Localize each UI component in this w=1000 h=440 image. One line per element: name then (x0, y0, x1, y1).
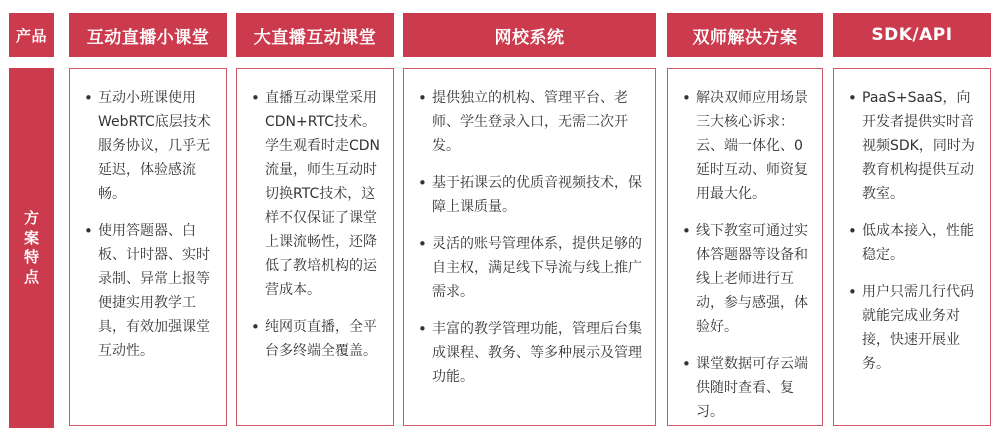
column-header-dual-teacher-solution: 双师解决方案 (667, 13, 823, 57)
feature-card-interactive-small-class (69, 68, 227, 426)
feature-item: • 直播互动课堂采用CDN+RTC技术。学生观看时走CDN流量，师生互动时切换RTC技术，这样不仅保证了课堂上课流畅性，还降低了教培机构的运营成本。 (251, 86, 385, 302)
feature-card-sdk-api (833, 68, 991, 426)
row-label-text: 方案特点 (23, 209, 39, 286)
column-header-large-live-class: 大直播互动课堂 (236, 13, 394, 57)
feature-list (834, 69, 990, 376)
header-product-label: 产品 (9, 13, 54, 57)
feature-item: • 提供独立的机构、管理平台、老师、学生登录入口，无需二次开发。 (418, 86, 647, 158)
feature-item: • 基于拓课云的优质音视频技术，保障上课质量。 (418, 171, 647, 219)
row-label-solution-features (9, 68, 54, 428)
feature-list (70, 69, 226, 363)
column-header-sdk-api: SDK/API (833, 13, 991, 57)
feature-item: • PaaS+SaaS，向开发者提供实时音视频SDK，同时为教育机构提供互动教室。 (848, 86, 982, 206)
feature-list (668, 69, 822, 424)
feature-card-dual-teacher-solution (667, 68, 823, 426)
feature-item: • 课堂数据可存云端供随时查看、复习。 (682, 352, 814, 424)
feature-list (404, 69, 655, 389)
feature-item: • 互动小班课使用WebRTC底层技术服务协议，几乎无延迟，体验感流畅。 (84, 86, 218, 206)
feature-item: • 低成本接入，性能稳定。 (848, 219, 982, 267)
column-header-interactive-small-class: 互动直播小课堂 (69, 13, 227, 57)
feature-item: • 纯网页直播，全平台多终端全覆盖。 (251, 315, 385, 363)
feature-item: • 丰富的教学管理功能，管理后台集成课程、教务、等多种展示及管理功能。 (418, 317, 647, 389)
feature-item: • 灵活的账号管理体系，提供足够的自主权，满足线下导流与线上推广需求。 (418, 232, 647, 304)
column-header-online-school-system: 网校系统 (403, 13, 656, 57)
feature-item: • 解决双师应用场景三大核心诉求：云、端一体化、0延时互动、师资复用最大化。 (682, 86, 814, 206)
feature-item: • 线下教室可通过实体答题器等设备和线上老师进行互动，参与感强，体验好。 (682, 219, 814, 339)
feature-card-online-school-system (403, 68, 656, 426)
feature-item: • 用户只需几行代码就能完成业务对接，快速开展业务。 (848, 280, 982, 376)
feature-item: • 使用答题器、白板、计时器、实时录制、异常上报等便捷实用教学工具，有效加强课堂互动性。 (84, 219, 218, 363)
feature-card-large-live-class (236, 68, 394, 426)
feature-list (237, 69, 393, 363)
